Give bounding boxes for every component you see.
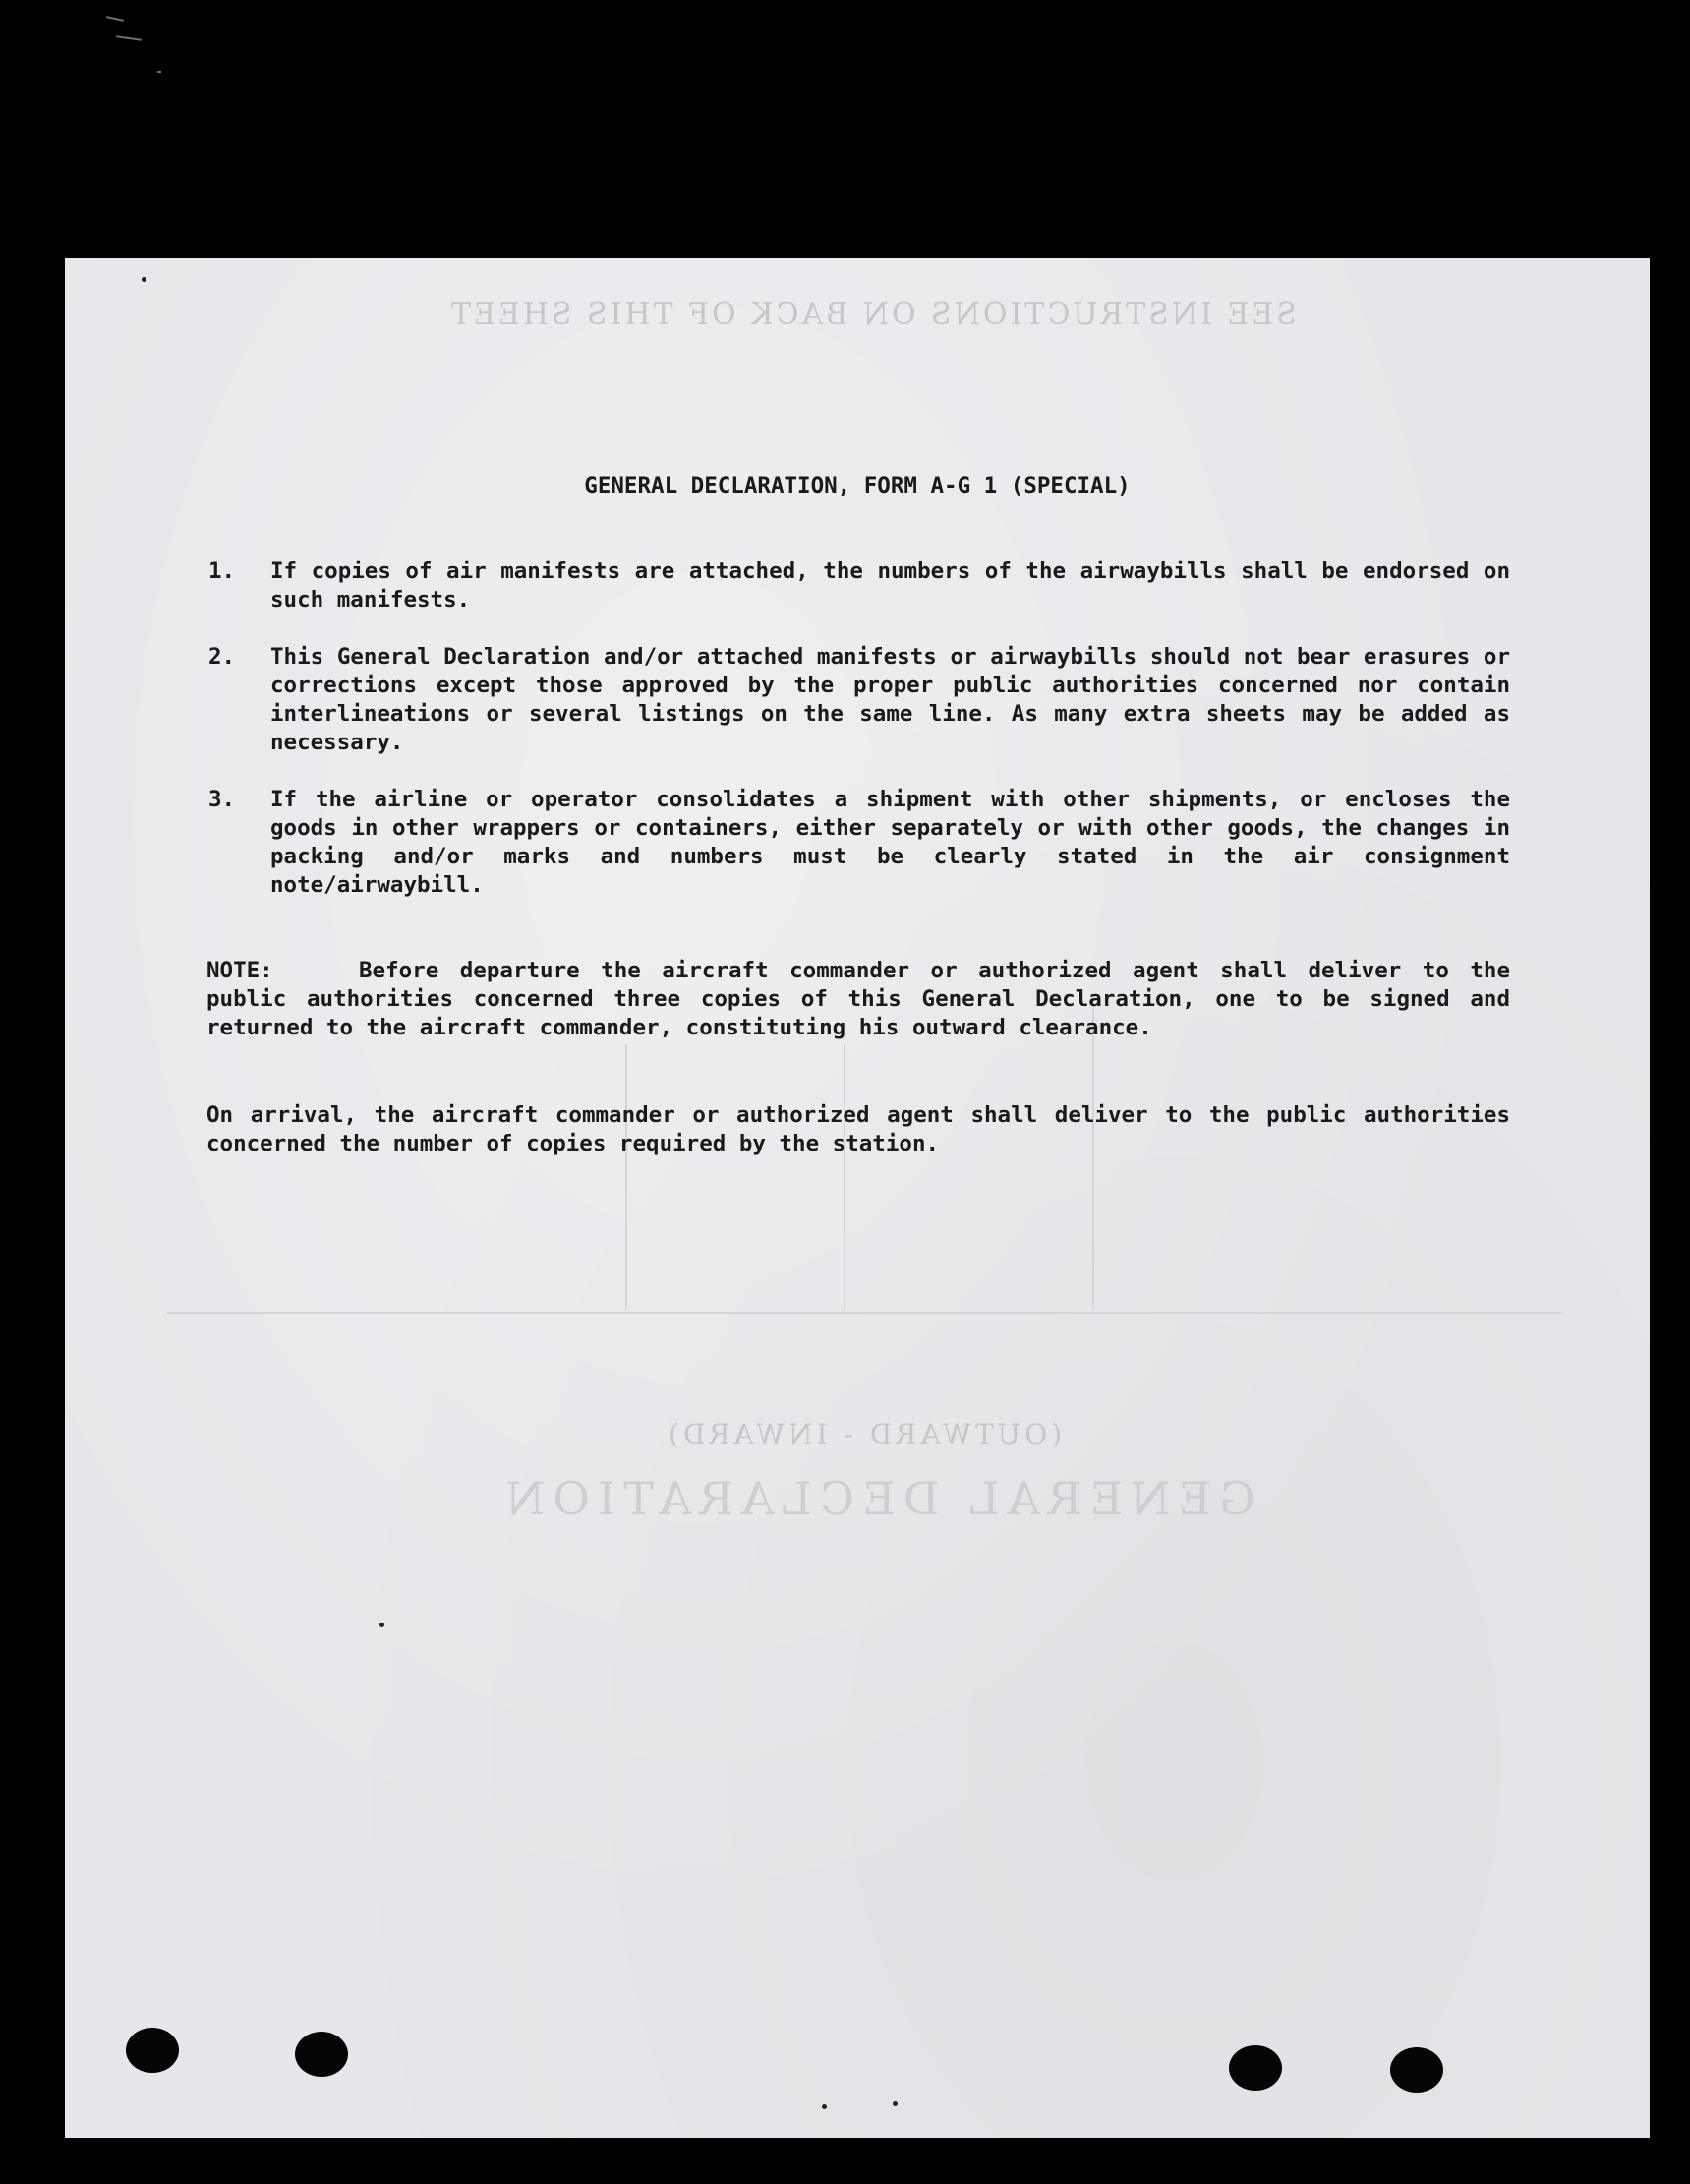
punch-hole [295, 2032, 348, 2077]
bleed-through-header: SEE INSTRUCTIONS ON BACK OF THIS SHEET [448, 297, 1297, 331]
bleed-through-heading: GENERAL DECLARATION [497, 1472, 1255, 1525]
speck [822, 2104, 827, 2109]
instruction-text: If copies of air manifests are attached, the numbers of the airwaybills shall be endorsed on such manifests. [270, 559, 1510, 613]
speck [142, 277, 146, 282]
stray-mark [157, 71, 161, 73]
stray-mark [106, 16, 124, 22]
instruction-text: This General Declaration and/or attached manifests or airwaybills should not bear erasures or corrections except those approved by the proper public authorities concerned nor contain interlineations or several listings on the same line. As many extra sheets may be added as necessary. [270, 644, 1510, 755]
form-title: GENERAL DECLARATION, FORM A-G 1 (SPECIAL) [584, 473, 1131, 499]
instruction-number: 2. [208, 644, 236, 670]
note-label: NOTE: [206, 958, 273, 983]
note-text: Before departure the aircraft commander or authorized agent shall deliver to the public authorities concerned three copies of this General Declaration, one to be signed and returned to the aircraft commander, constituting his outward clearance. [206, 958, 1510, 1040]
instruction-number: 3. [208, 787, 236, 812]
speck [379, 1623, 384, 1627]
arrival-paragraph: On arrival, the aircraft commander or authorized agent shall deliver to the public authorities concerned the number of copies required by the station. [206, 1102, 1510, 1156]
bleed-through-subheading: (OUTWARD - INWARD) [665, 1418, 1063, 1450]
punch-hole [1229, 2045, 1282, 2091]
speck [893, 2101, 898, 2106]
bleed-through-table [167, 1017, 1563, 1314]
instruction-item [208, 558, 1510, 615]
punch-hole [126, 2028, 179, 2073]
bleed-through-table [625, 1044, 845, 1310]
instruction-item [208, 643, 1510, 757]
document-page [65, 258, 1650, 2138]
note-paragraph [206, 957, 1510, 1042]
instruction-number: 1. [208, 559, 236, 584]
instruction-item [208, 786, 1510, 900]
instruction-text: If the airline or operator consolidates a shipment with other shipments, or encloses the goods in other wrappers or containers, either separately or with other goods, the changes in packing and/or marks and numbers must be clearly stated in the air consignment note/airwaybill. [270, 787, 1510, 898]
punch-hole [1390, 2047, 1443, 2093]
stray-mark [116, 35, 142, 41]
